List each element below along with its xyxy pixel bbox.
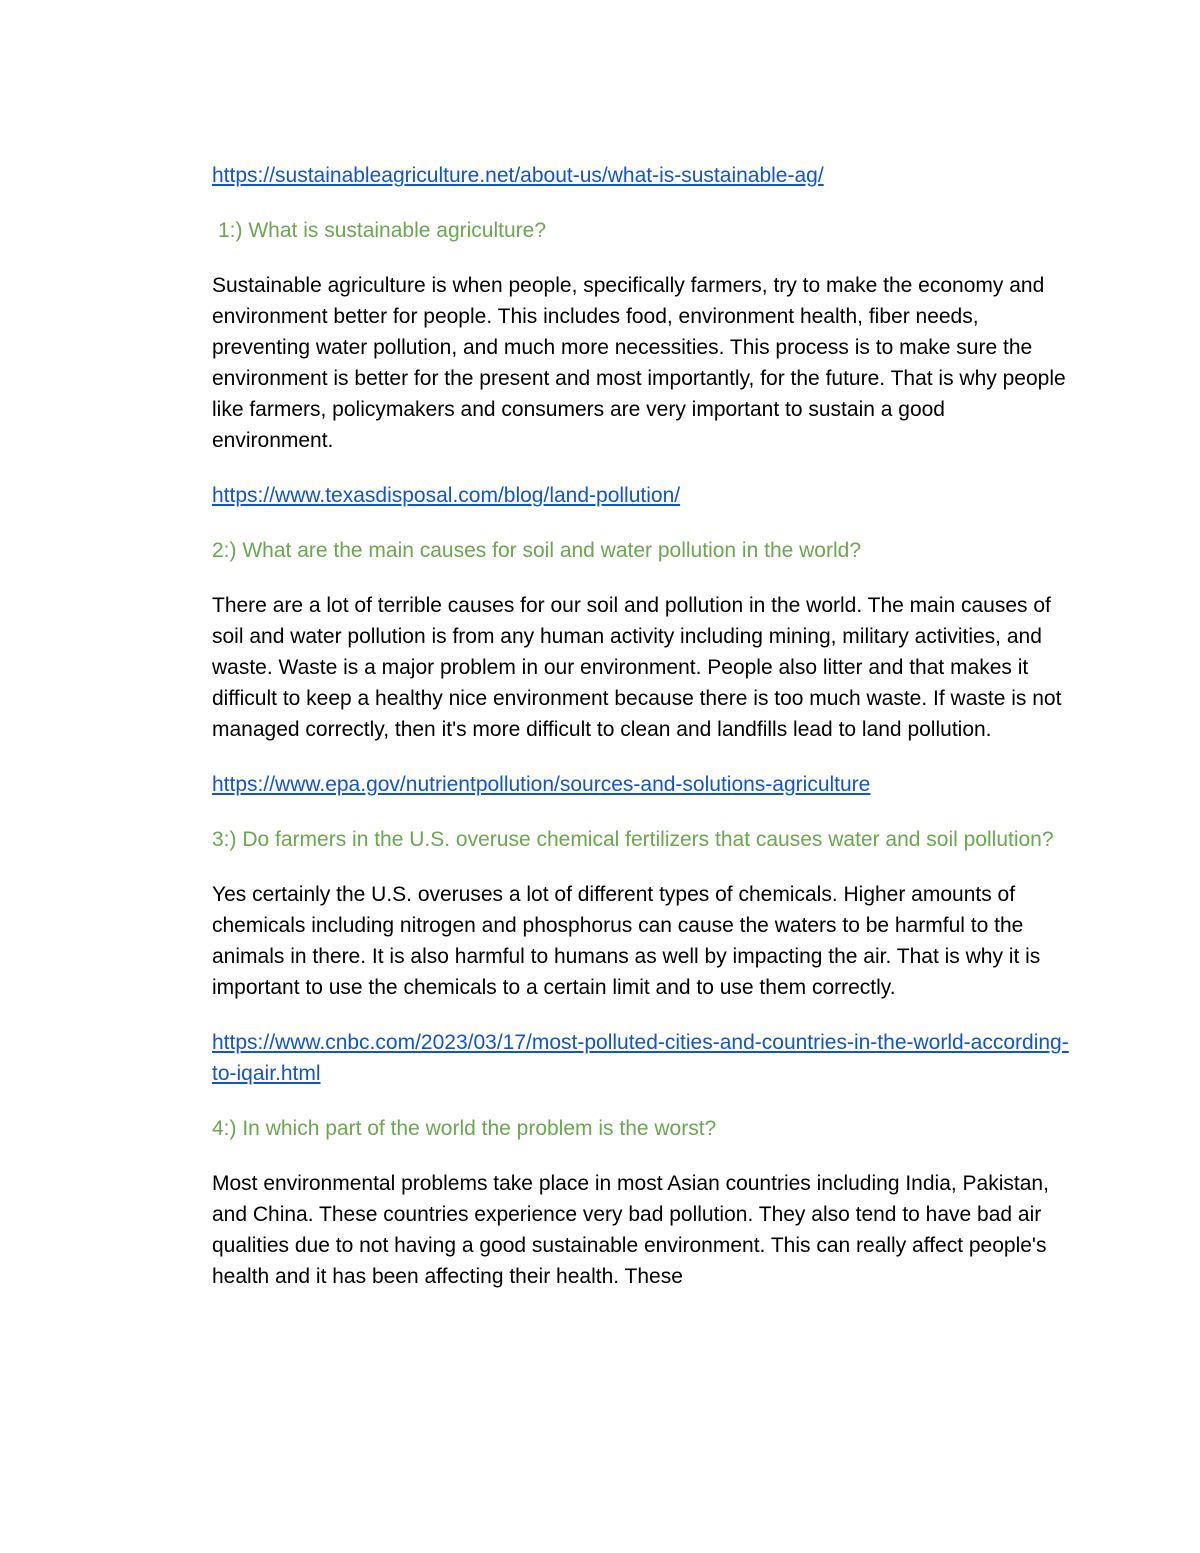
answer-paragraph: There are a lot of terrible causes for our soil and pollution in the world. The main causes of soil and water pollution is from any human activity including mining, military activities, and waste. Waste is a major problem in our environment. People also litter and that makes it difficult to keep a healthy nice environment because there is too much waste. If waste is not managed correctly, then it's more difficult to clean and landfills lead to land pollution. [212, 594, 1062, 741]
section-1 [212, 160, 1072, 456]
section-4 [212, 1027, 1072, 1292]
question-heading: 2:) What are the main causes for soil and water pollution in the world? [212, 539, 862, 562]
document-page [212, 160, 1072, 1316]
source-link[interactable]: https://sustainableagriculture.net/about-us/what-is-sustainable-ag/ [212, 164, 824, 187]
question-heading: 1:) What is sustainable agriculture? [218, 219, 546, 242]
source-link[interactable]: https://www.cnbc.com/2023/03/17/most-polluted-cities-and-countries-in-the-world-according-to-iqair.html [212, 1031, 1069, 1085]
question-heading: 3:) Do farmers in the U.S. overuse chemical fertilizers that causes water and soil pollution? [212, 828, 1054, 851]
source-link[interactable]: https://www.texasdisposal.com/blog/land-pollution/ [212, 484, 681, 507]
answer-paragraph: Yes certainly the U.S. overuses a lot of different types of chemicals. Higher amounts of chemicals including nitrogen and phosphorus can cause the waters to be harmful to the animals in there. It is also harmful to humans as well by impacting the air. That is why it is important to use the chemicals to a certain limit and to use them correctly. [212, 883, 1041, 999]
section-3 [212, 769, 1072, 1003]
answer-paragraph: Most environmental problems take place in most Asian countries including India, Pakistan, and China. These countries experience very bad pollution. They also tend to have bad air qualities due to not having a good sustainable environment. This can really affect people's health and it has been affecting their health. These [212, 1172, 1049, 1288]
question-heading: 4:) In which part of the world the problem is the worst? [212, 1117, 717, 1140]
source-link[interactable]: https://www.epa.gov/nutrientpollution/sources-and-solutions-agriculture [212, 773, 871, 796]
answer-paragraph: Sustainable agriculture is when people, specifically farmers, try to make the economy and environment better for people. This includes food, environment health, fiber needs, preventing water pollution, and much more necessities. This process is to make sure the environment is better for the present and most importantly, for the future. That is why people like farmers, policymakers and consumers are very important to sustain a good environment. [212, 274, 1066, 452]
section-2 [212, 480, 1072, 745]
